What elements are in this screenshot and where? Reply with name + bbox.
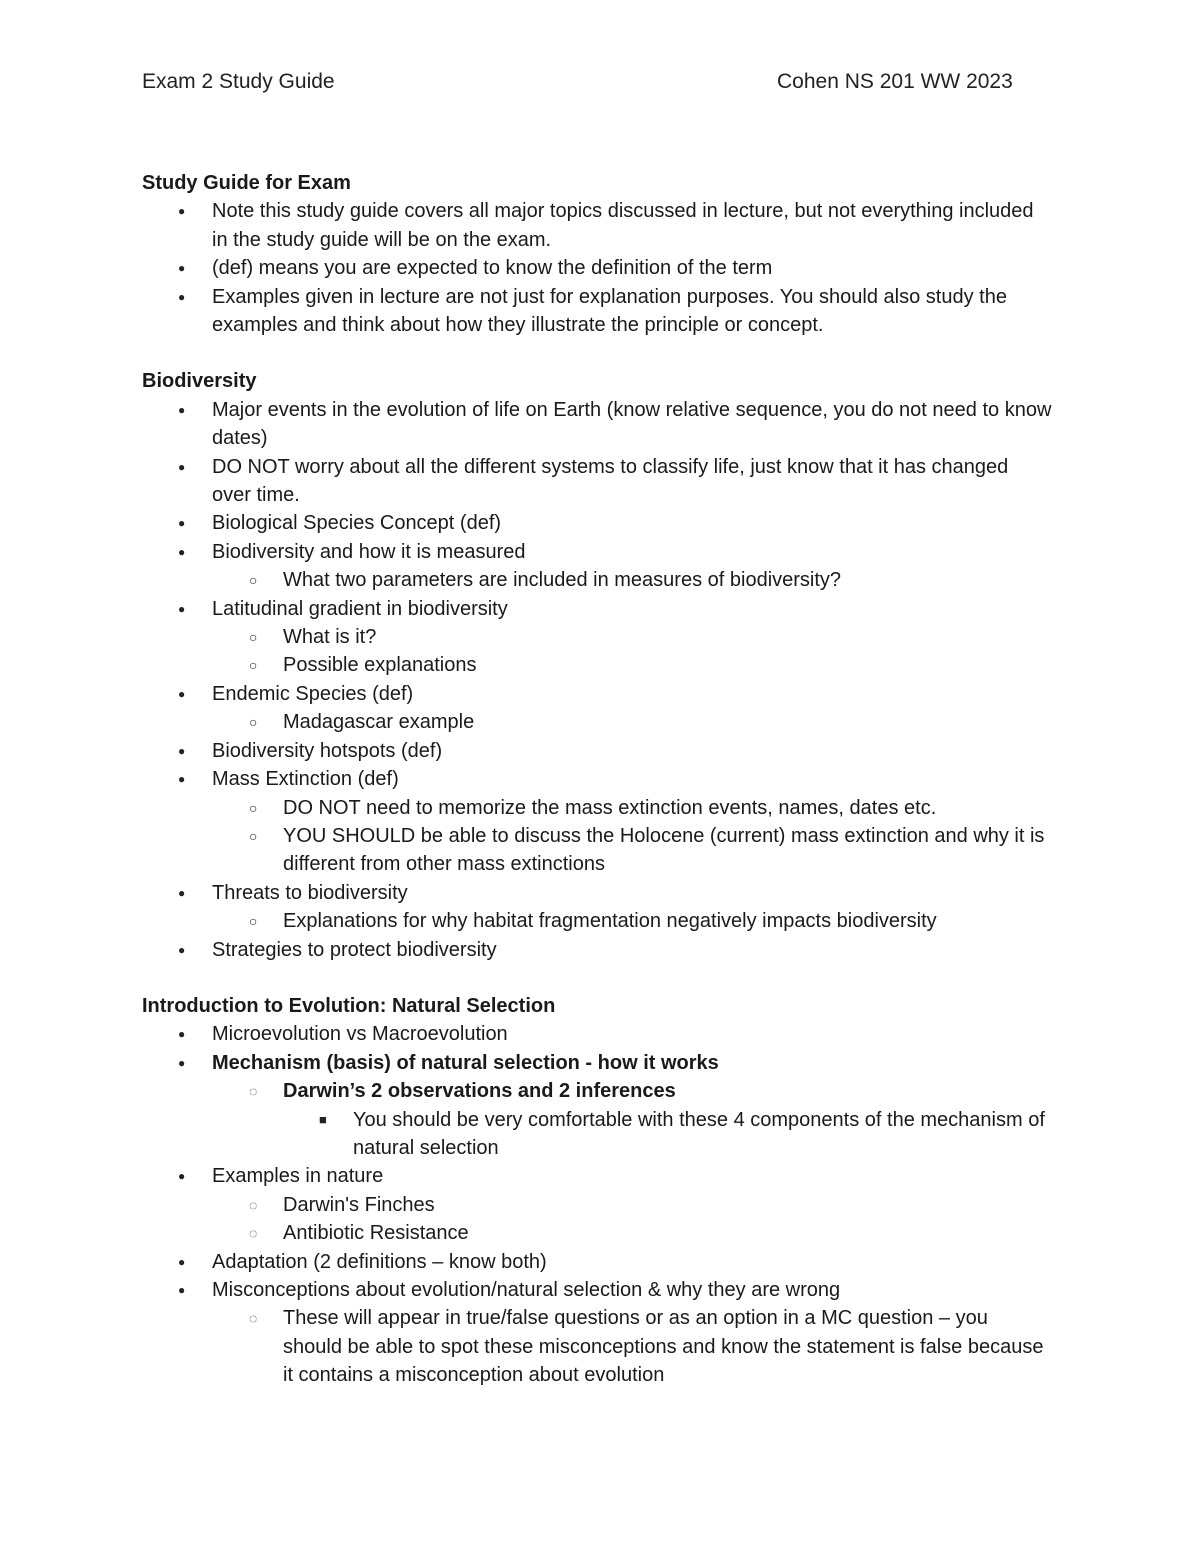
circle-bullet-icon: ○ (249, 572, 258, 589)
dotted-circle-bullet-icon: ◌ (249, 1196, 258, 1213)
sub-list-item: ○ Possible explanations (142, 651, 1052, 679)
list-item: ● Endemic Species (def) (142, 680, 1052, 708)
bullet-icon: ● (178, 1282, 186, 1297)
list-item: ● Examples given in lecture are not just for explanation purposes. You should also study the examples and think about how they illustrate the principle or concept. (142, 283, 1052, 340)
bullet-icon: ● (178, 942, 186, 957)
bullet-icon: ● (178, 686, 186, 701)
sub-list-item: ○ What two parameters are included in measures of biodiversity? (142, 566, 1052, 594)
list-item: ● Mass Extinction (def) (142, 765, 1052, 793)
sub-list-item: ○ What is it? (142, 623, 1052, 651)
sub-list-item: ○ Explanations for why habitat fragmentation negatively impacts biodiversity (142, 907, 1052, 935)
list-item: ● Latitudinal gradient in biodiversity (142, 595, 1052, 623)
list-item: ● Strategies to protect biodiversity (142, 936, 1052, 964)
bullet-icon: ● (178, 885, 186, 900)
section-title: Introduction to Evolution: Natural Selection (142, 994, 556, 1017)
sub-list-item: ◌ These will appear in true/false questions or as an option in a MC question – you should be able to spot these misconceptions and know the statement is false because it contains a misconception about evolution (142, 1304, 1052, 1389)
bullet-list (142, 396, 1052, 964)
bullet-icon: ● (178, 1169, 186, 1184)
list-item: ● Microevolution vs Macroevolution (142, 1020, 1052, 1048)
bullet-icon: ● (178, 1027, 186, 1042)
circle-bullet-icon: ○ (249, 913, 258, 930)
list-item: ● Threats to biodiversity (142, 879, 1052, 907)
circle-bullet-icon: ○ (249, 657, 258, 674)
section-title: Study Guide for Exam (142, 172, 351, 194)
section-title: Biodiversity (142, 370, 257, 393)
bullet-icon: ● (178, 459, 186, 474)
bullet-icon: ● (178, 402, 186, 417)
bullet-icon: ● (178, 1254, 186, 1269)
bullet-icon: ● (178, 204, 186, 219)
circle-bullet-icon: ○ (249, 714, 258, 731)
bullet-icon: ● (178, 516, 186, 531)
section-biodiversity (142, 367, 1052, 964)
sub-sub-list-item: ■ You should be very comfortable with these 4 components of the mechanism of natural selection (142, 1106, 1052, 1163)
bullet-icon: ● (178, 261, 186, 276)
bullet-icon: ● (178, 289, 186, 304)
bullet-icon: ● (178, 772, 186, 787)
list-item: ● Adaptation (2 definitions – know both) (142, 1248, 1052, 1276)
bullet-list (142, 1020, 1052, 1389)
list-item: ● Biological Species Concept (def) (142, 509, 1052, 537)
list-item: ● DO NOT worry about all the different systems to classify life, just know that it has changed over time. (142, 453, 1052, 510)
sub-list-item: ○ DO NOT need to memorize the mass extinction events, names, dates etc. (142, 794, 1052, 822)
document-body (142, 169, 1052, 1418)
circle-bullet-icon: ○ (249, 799, 258, 816)
square-bullet-icon: ■ (319, 1111, 327, 1127)
section-evolution (142, 992, 1052, 1390)
bullet-icon: ● (178, 601, 186, 616)
list-item: ● Biodiversity and how it is measured (142, 538, 1052, 566)
section-study-guide (142, 169, 1052, 339)
dotted-circle-bullet-icon: ◌ (249, 1310, 258, 1327)
list-item: ● Mechanism (basis) of natural selection - how it works (142, 1049, 1052, 1077)
list-item: ● Note this study guide covers all major topics discussed in lecture, but not everything included in the study guide will be on the exam. (142, 197, 1052, 254)
circle-bullet-icon: ○ (249, 827, 258, 844)
sub-list-item: ◌ Darwin's Finches (142, 1191, 1052, 1219)
sub-list-item: ○ Madagascar example (142, 708, 1052, 736)
list-item: ● Misconceptions about evolution/natural selection & why they are wrong (142, 1276, 1052, 1304)
bullet-icon: ● (178, 1055, 186, 1070)
list-item: ● Biodiversity hotspots (def) (142, 737, 1052, 765)
sub-list-item: ◌ Darwin’s 2 observations and 2 inferences (142, 1077, 1052, 1105)
list-item: ● (def) means you are expected to know the definition of the term (142, 254, 1052, 282)
list-item: ● Major events in the evolution of life on Earth (know relative sequence, you do not need to know dates) (142, 396, 1052, 453)
bullet-icon: ● (178, 743, 186, 758)
bullet-icon: ● (178, 544, 186, 559)
dotted-circle-bullet-icon: ◌ (249, 1083, 258, 1100)
sub-list-item: ○ YOU SHOULD be able to discuss the Holocene (current) mass extinction and why it is different from other mass extinctions (142, 822, 1052, 879)
sub-list-item: ◌ Antibiotic Resistance (142, 1219, 1052, 1247)
dotted-circle-bullet-icon: ◌ (249, 1225, 258, 1242)
list-item: ● Examples in nature (142, 1162, 1052, 1190)
header-course: Cohen NS 201 WW 2023 (777, 70, 1013, 93)
bullet-list (142, 197, 1052, 339)
header-title: Exam 2 Study Guide (142, 70, 335, 93)
circle-bullet-icon: ○ (249, 629, 258, 646)
